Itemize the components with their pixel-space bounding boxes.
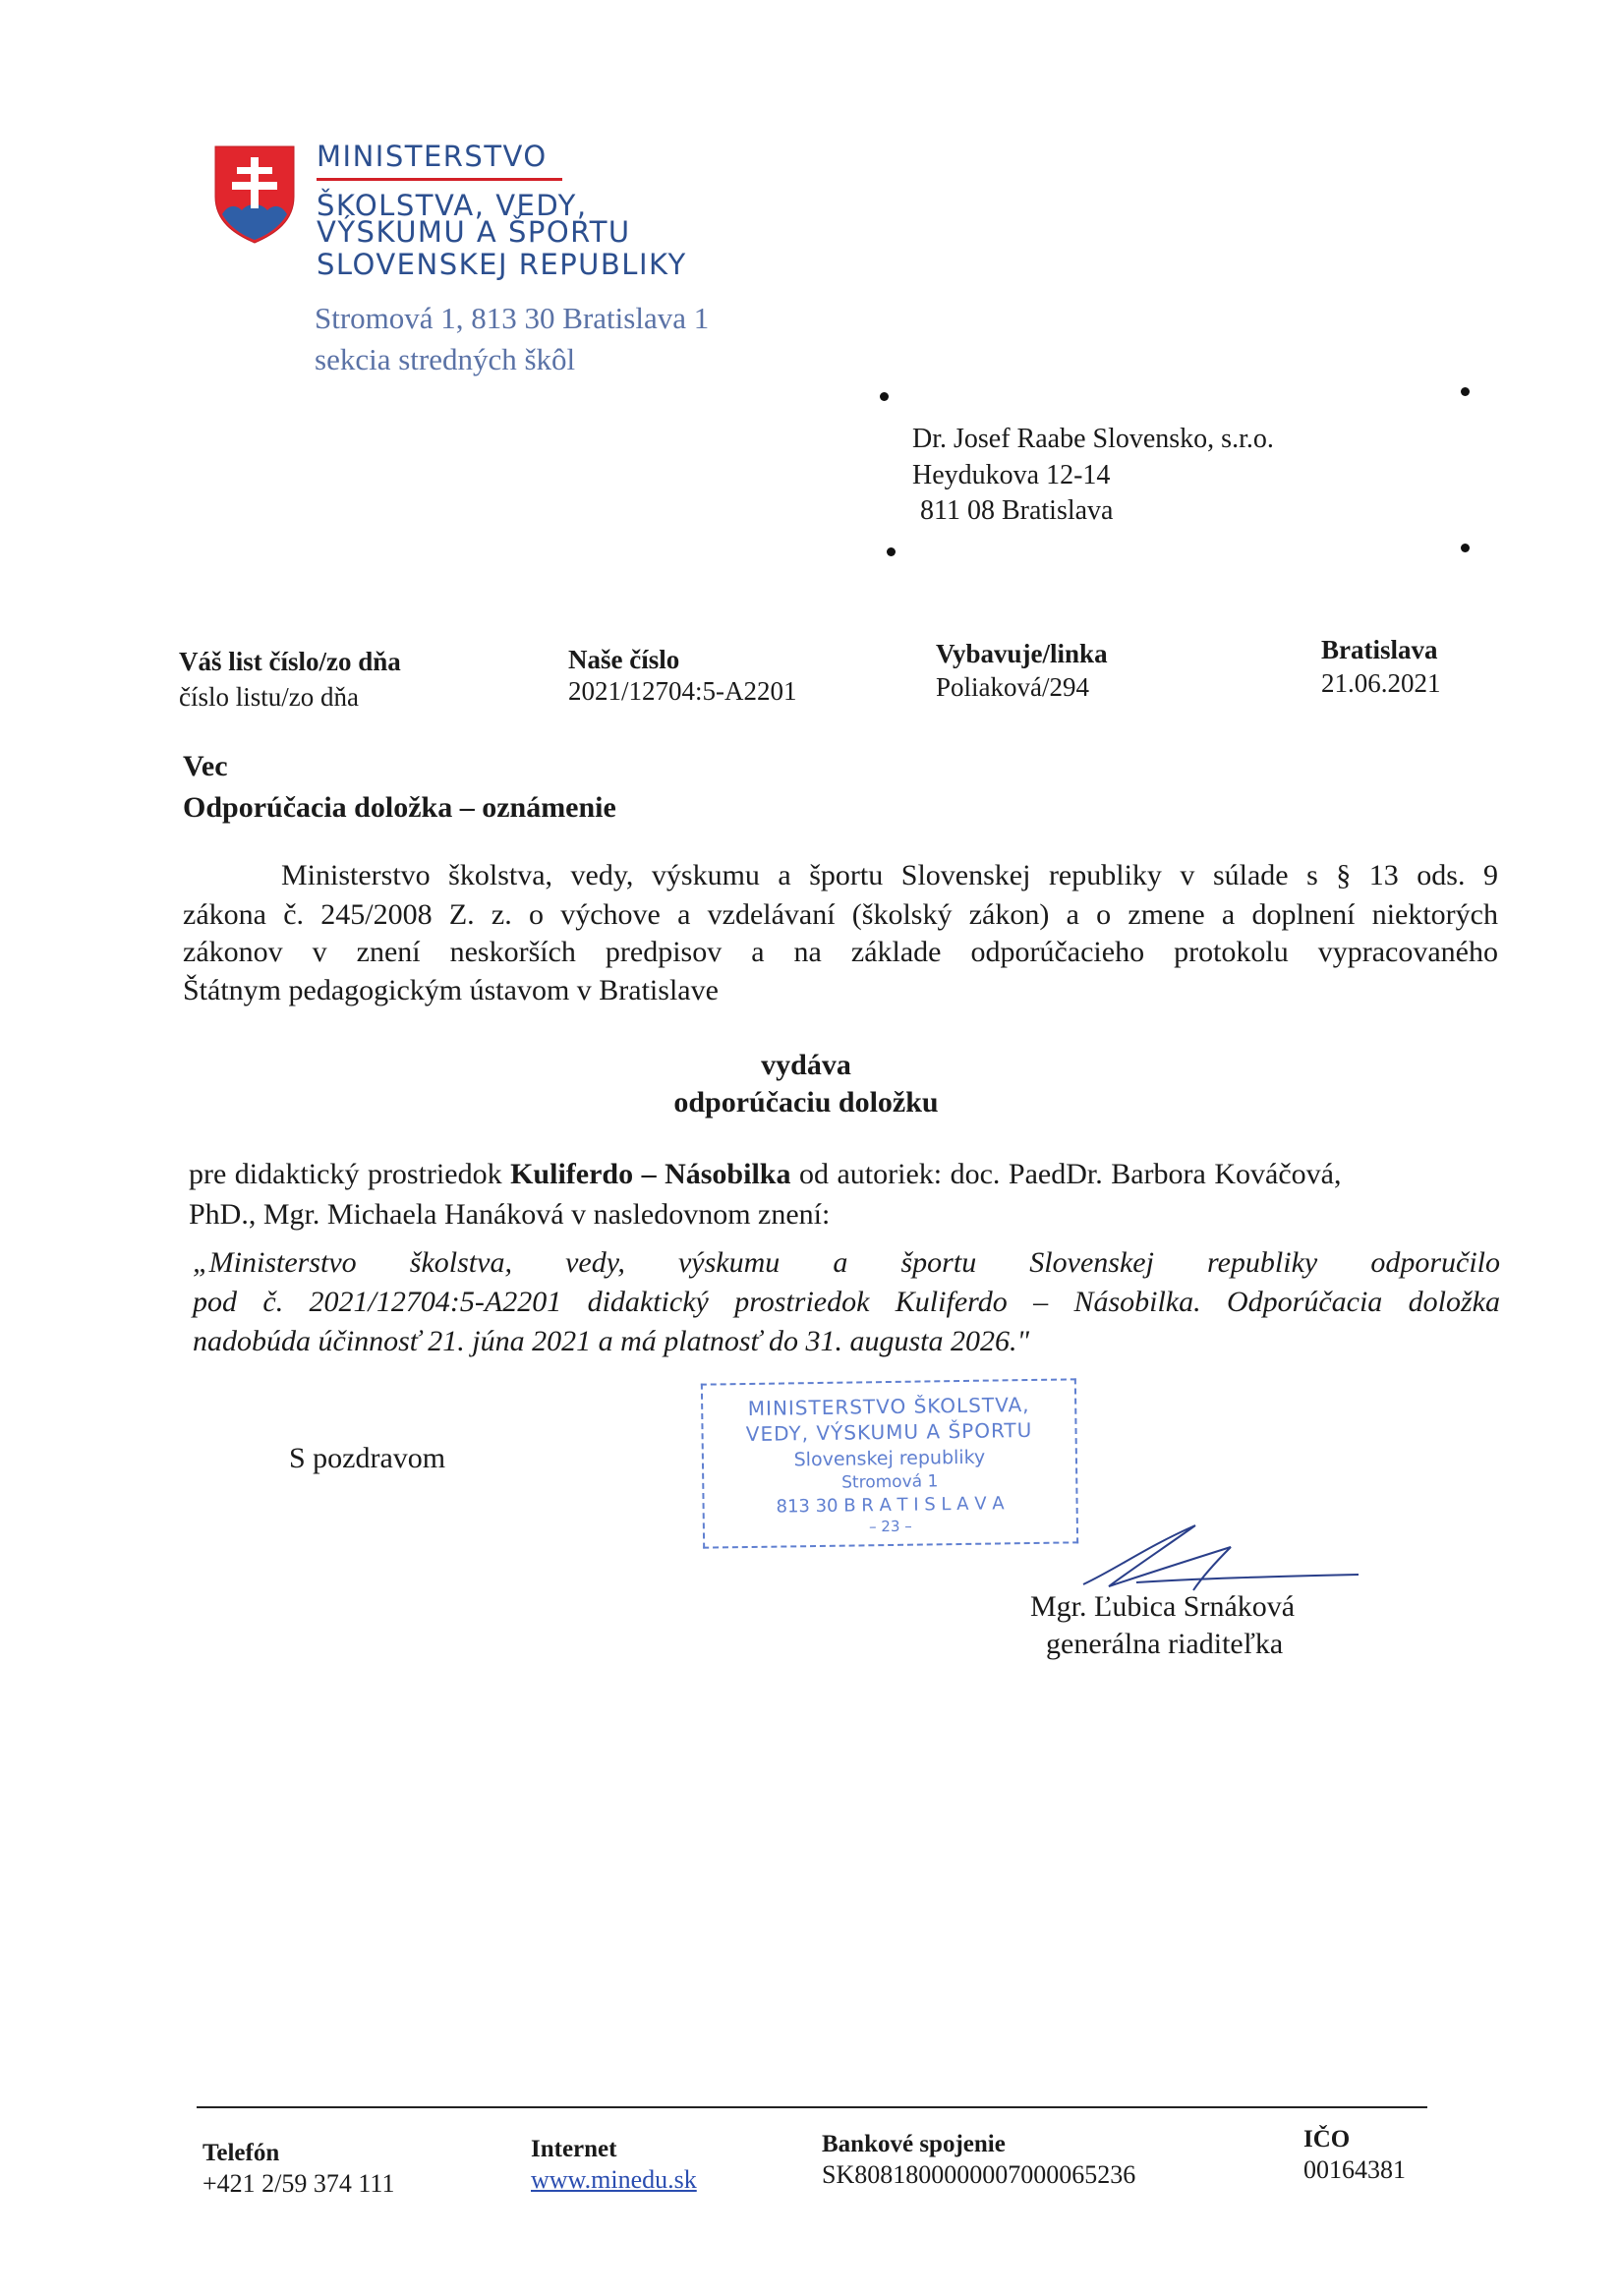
signature	[1077, 1520, 1362, 1598]
address-window-mark	[887, 547, 896, 556]
footer-internet-label: Internet	[531, 2136, 617, 2162]
footer-ico-value: 00164381	[1303, 2155, 1406, 2184]
issues-subheading: odporúčaciu doložku	[673, 1086, 939, 1119]
signatory-title: generálna riaditeľka	[1046, 1628, 1284, 1660]
stamp-line-6: – 23 –	[868, 1517, 912, 1536]
paragraph-1-line-3: zákonov v znení neskorších predpisov a na základe odporúčacieho protokolu vypracovaného	[183, 936, 1498, 968]
quote-line-3: nadobúda účinnosť 21. júna 2021 a má platnosť do 31. augusta 2026."	[193, 1325, 1030, 1357]
subject-label: Vec	[183, 750, 228, 782]
letter-date: 21.06.2021	[1321, 668, 1441, 698]
footer-ico-label: IČO	[1303, 2126, 1351, 2152]
address-window-mark	[880, 392, 889, 401]
quote-line-1: „Ministerstvo školstva, vedy, výskumu a športu Slovenskej republiky odporučilo	[193, 1246, 1500, 1279]
footer-bank-label: Bankové spojenie	[822, 2131, 1006, 2157]
paragraph-1-line-2: zákona č. 245/2008 Z. z. o výchove a vzdelávaní (školský zákon) a o zmene a doplnení niektorých	[183, 898, 1498, 931]
ministry-name-underline	[317, 178, 562, 181]
paragraph-2-line-2: PhD., Mgr. Michaela Hanáková v nasledovnom znení:	[189, 1198, 831, 1231]
quote-line-2: pod č. 2021/12704:5-A2201 didaktický prostriedok Kuliferdo – Násobilka. Odporúčacia doložka	[193, 1286, 1500, 1318]
paragraph-2-prefix: pre didaktický prostriedok	[189, 1158, 502, 1190]
paragraph-2-suffix: od autoriek: doc. PaedDr. Barbora Kováčová,	[798, 1158, 1342, 1190]
greeting: S pozdravom	[289, 1442, 446, 1474]
ministry-name-line-2: ŠKOLSTVA, VEDY,	[317, 189, 588, 222]
signatory-name: Mgr. Ľubica Srnáková	[1030, 1590, 1296, 1623]
slovak-coat-of-arms-icon	[214, 145, 295, 244]
sender-department: sekcia stredných škôl	[315, 342, 576, 376]
stamp-line-4: Stromová 1	[841, 1471, 939, 1493]
footer-bank-value: SK8081800000007000065236	[822, 2160, 1136, 2189]
ministry-name-line-4: SLOVENSKEJ REPUBLIKY	[317, 248, 687, 281]
our-number-label: Naše číslo	[568, 645, 680, 674]
address-window-mark	[1461, 544, 1470, 552]
your-letter-label: Váš list číslo/zo dňa	[179, 647, 401, 676]
recipient-street: Heydukova 12-14	[912, 460, 1111, 490]
handled-by-value: Poliaková/294	[936, 672, 1089, 702]
footer-phone-value: +421 2/59 374 111	[202, 2169, 395, 2198]
stamp-line-5: 813 30 B R A T I S L A V A	[776, 1493, 1005, 1518]
official-stamp	[701, 1378, 1078, 1548]
recipient-name: Dr. Josef Raabe Slovensko, s.r.o.	[912, 424, 1274, 454]
handled-by-label: Vybavuje/linka	[936, 639, 1108, 668]
sender-address: Stromová 1, 813 30 Bratislava 1	[315, 301, 710, 335]
recipient-city: 811 08 Bratislava	[920, 495, 1114, 526]
product-name: Kuliferdo – Násobilka	[510, 1158, 791, 1190]
stamp-line-1: MINISTERSTVO ŠKOLSTVA,	[747, 1393, 1030, 1421]
ministry-name-line-1: MINISTERSTVO	[317, 140, 548, 173]
footer-website-link[interactable]: www.minedu.sk	[531, 2165, 697, 2194]
subject-title: Odporúčacia doložka – oznámenie	[183, 791, 616, 824]
stamp-line-3: Slovenskej republiky	[793, 1446, 986, 1471]
our-number-value: 2021/12704:5-A2201	[568, 676, 797, 706]
ministry-name-line-3: VÝSKUMU A ŠPORTU	[317, 215, 631, 249]
footer-phone-label: Telefón	[202, 2140, 280, 2166]
your-letter-value: číslo listu/zo dňa	[179, 682, 359, 712]
footer-divider	[197, 2106, 1427, 2108]
address-window-mark	[1461, 387, 1470, 396]
stamp-line-2: VEDY, VÝSKUMU A ŠPORTU	[745, 1417, 1033, 1447]
place-label: Bratislava	[1321, 635, 1438, 664]
issues-heading: vydáva	[761, 1049, 851, 1081]
paragraph-1-line-1: Ministerstvo školstva, vedy, výskumu a športu Slovenskej republiky v súlade s § 13 ods. 9	[281, 859, 1498, 891]
paragraph-2-line-1	[189, 1156, 1341, 1193]
paragraph-1-line-4: Štátnym pedagogickým ústavom v Bratislave	[183, 974, 719, 1006]
